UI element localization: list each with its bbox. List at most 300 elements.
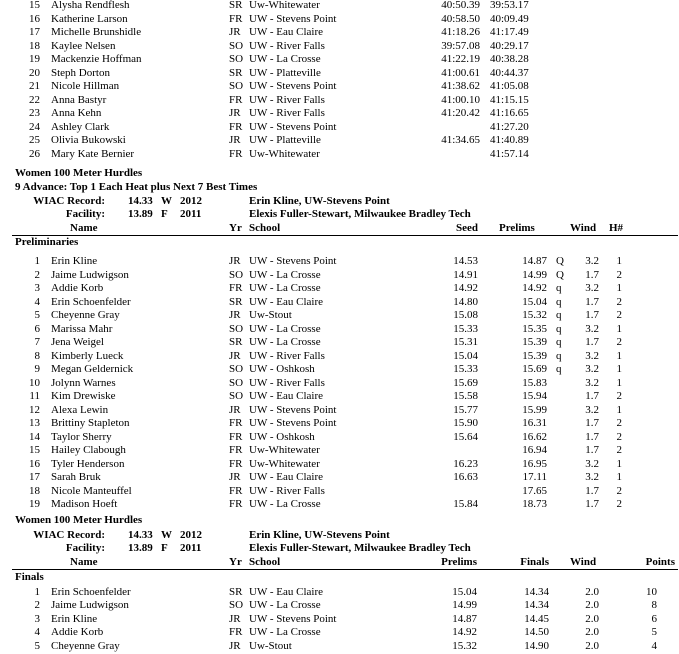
place: 20 bbox=[29, 66, 40, 79]
seed-time: 41:38.62 bbox=[441, 80, 480, 92]
seed-time: 14.92 bbox=[453, 282, 478, 294]
section-text: Finals bbox=[15, 571, 44, 583]
prelims-time: 14.92 bbox=[452, 626, 477, 638]
result-row bbox=[0, 94, 679, 108]
place: 18 bbox=[29, 484, 40, 497]
header-finals: Finals bbox=[520, 555, 549, 568]
finals-time: 14.50 bbox=[524, 626, 549, 638]
school: UW - River Falls bbox=[249, 376, 325, 389]
heat-number: 1 bbox=[616, 349, 622, 362]
year: SR bbox=[229, 295, 243, 308]
prelims-time: 15.39 bbox=[522, 336, 547, 348]
finals-time: 14.45 bbox=[524, 612, 549, 625]
year: SO bbox=[229, 599, 244, 611]
result-row bbox=[0, 377, 679, 391]
header-prelims: Prelims bbox=[499, 221, 535, 234]
facility-year: 2011 bbox=[180, 542, 202, 554]
facility-label: Facility: bbox=[65, 208, 105, 220]
column-headers bbox=[0, 556, 679, 570]
school: UW - La Crosse bbox=[249, 498, 321, 510]
wind: 3.2 bbox=[585, 471, 599, 483]
place: 7 bbox=[34, 336, 40, 348]
facility-year: 2011 bbox=[180, 208, 202, 220]
finals-time: 41:27.20 bbox=[490, 120, 529, 133]
wind: 1.7 bbox=[585, 430, 599, 443]
result-row bbox=[0, 485, 679, 499]
record-row bbox=[0, 529, 679, 543]
seed-time: 15.04 bbox=[453, 349, 478, 362]
seed-time: 14.53 bbox=[453, 255, 478, 267]
athlete-name: Katherine Larson bbox=[51, 12, 128, 25]
qualifier-mark: q bbox=[556, 322, 562, 335]
school: UW - Stevens Point bbox=[249, 255, 337, 267]
heat-number: 2 bbox=[616, 309, 622, 321]
heat-number: 2 bbox=[616, 268, 622, 281]
athlete-name: Addie Korb bbox=[51, 626, 104, 638]
seed-time: 15.31 bbox=[453, 336, 478, 348]
athlete-name: Alysha Rendflesh bbox=[51, 0, 130, 11]
year: FR bbox=[229, 430, 243, 443]
wind: 1.7 bbox=[585, 498, 599, 510]
wind: 2.0 bbox=[585, 612, 599, 625]
athlete-name: Cheyenne Gray bbox=[51, 309, 120, 321]
school: UW - La Crosse bbox=[249, 322, 321, 335]
wind: 3.2 bbox=[585, 457, 599, 470]
year: SR bbox=[229, 66, 243, 79]
athlete-name: Nicole Manteuffel bbox=[51, 484, 132, 497]
divider-line bbox=[12, 569, 678, 570]
column-headers bbox=[0, 222, 679, 236]
finals-time: 40:29.17 bbox=[490, 39, 529, 52]
athlete-name: Hailey Clabough bbox=[51, 444, 126, 456]
result-row bbox=[0, 282, 679, 296]
prelims-time: 17.11 bbox=[522, 471, 547, 483]
athlete-name: Mary Kate Bernier bbox=[51, 147, 135, 160]
year: JR bbox=[229, 639, 241, 652]
athlete-name: Erin Schoenfelder bbox=[51, 585, 131, 598]
school: UW - Eau Claire bbox=[249, 390, 324, 402]
event-title-text: Women 100 Meter Hurdles bbox=[15, 514, 143, 526]
facility-mark: 13.89 bbox=[128, 208, 153, 220]
prelims-time: 15.99 bbox=[522, 403, 547, 416]
advance-rule bbox=[0, 181, 679, 195]
result-row bbox=[0, 67, 679, 81]
athlete-name: Taylor Sherry bbox=[51, 430, 112, 443]
result-row bbox=[0, 626, 679, 640]
year: JR bbox=[229, 134, 241, 146]
record-holder: Erin Kline, UW-Stevens Point bbox=[249, 528, 390, 541]
result-row bbox=[0, 363, 679, 377]
event-title bbox=[0, 514, 679, 528]
prelims-time: 15.94 bbox=[522, 390, 547, 402]
record-label: WIAC Record: bbox=[33, 528, 105, 541]
prelims-time: 15.04 bbox=[452, 585, 477, 598]
qualifier-mark: q bbox=[556, 336, 562, 348]
advance-text: 9 Advance: Top 1 Each Heat plus Next 7 Best Times bbox=[15, 181, 258, 193]
athlete-name: Addie Korb bbox=[51, 282, 104, 294]
header-wind: Wind bbox=[570, 555, 597, 568]
athlete-name: Jaime Ludwigson bbox=[51, 599, 129, 611]
school: UW - Oshkosh bbox=[249, 363, 315, 375]
school: UW - Stevens Point bbox=[249, 80, 337, 92]
school: UW - Eau Claire bbox=[249, 26, 324, 38]
year: JR bbox=[229, 612, 241, 625]
school: UW - Platteville bbox=[249, 134, 321, 146]
header-points: Points bbox=[645, 555, 675, 568]
heat-number: 1 bbox=[616, 282, 622, 294]
qualifier-mark: q bbox=[556, 282, 562, 294]
finals-time: 41:16.65 bbox=[490, 107, 529, 119]
school: Uw-Stout bbox=[249, 639, 292, 652]
prelims-time: 14.99 bbox=[522, 268, 547, 281]
year: JR bbox=[229, 349, 241, 362]
seed-time: 15.77 bbox=[453, 403, 478, 416]
seed-time: 15.33 bbox=[453, 363, 478, 375]
school: UW - River Falls bbox=[249, 93, 325, 106]
school: UW - La Crosse bbox=[249, 599, 321, 611]
points: 8 bbox=[651, 599, 657, 611]
place: 10 bbox=[29, 376, 40, 389]
seed-time: 40:50.39 bbox=[441, 0, 480, 11]
athlete-name: Anna Bastyr bbox=[51, 93, 107, 106]
prelims-time: 14.87 bbox=[522, 255, 547, 267]
heat-number: 2 bbox=[616, 498, 622, 510]
seed-time: 41:20.42 bbox=[441, 107, 480, 119]
seed-time: 15.58 bbox=[453, 390, 478, 402]
record-year: 2012 bbox=[180, 528, 202, 541]
header-name: Name bbox=[70, 555, 98, 568]
facility-holder: Elexis Fuller-Stewart, Milwaukee Bradley Tech bbox=[249, 542, 471, 554]
athlete-name: Cheyenne Gray bbox=[51, 639, 120, 652]
prelims-time: 18.73 bbox=[522, 498, 547, 510]
prelims-time: 17.65 bbox=[522, 484, 547, 497]
place: 9 bbox=[34, 363, 40, 375]
school: Uw-Whitewater bbox=[249, 0, 320, 11]
athlete-name: Marissa Mahr bbox=[51, 322, 113, 335]
year: SO bbox=[229, 376, 244, 389]
year: FR bbox=[229, 444, 243, 456]
heat-number: 1 bbox=[616, 322, 622, 335]
facility-row bbox=[0, 542, 679, 556]
prelims-time: 14.99 bbox=[452, 599, 477, 611]
facility-label: Facility: bbox=[65, 542, 105, 554]
school: UW - Eau Claire bbox=[249, 585, 324, 598]
athlete-name: Steph Dorton bbox=[51, 66, 110, 79]
result-row bbox=[0, 269, 679, 283]
seed-time: 16.63 bbox=[453, 471, 478, 483]
wind: 1.7 bbox=[585, 444, 599, 456]
wind: 1.7 bbox=[585, 390, 599, 402]
seed-time: 41:34.65 bbox=[441, 134, 480, 146]
place: 15 bbox=[29, 0, 40, 11]
facility-code: F bbox=[161, 208, 168, 220]
result-row bbox=[0, 350, 679, 364]
record-label: WIAC Record: bbox=[33, 194, 105, 207]
place: 1 bbox=[34, 255, 40, 267]
section-label bbox=[0, 571, 679, 585]
result-row bbox=[0, 599, 679, 613]
result-row bbox=[0, 121, 679, 135]
year: FR bbox=[229, 12, 243, 25]
year: SO bbox=[229, 363, 244, 375]
school: UW - Platteville bbox=[249, 66, 321, 79]
year: JR bbox=[229, 403, 241, 416]
athlete-name: Ashley Clark bbox=[51, 120, 110, 133]
result-row bbox=[0, 444, 679, 458]
heat-number: 2 bbox=[616, 430, 622, 443]
header-school: School bbox=[249, 555, 281, 568]
prelims-time: 15.39 bbox=[522, 349, 547, 362]
place: 3 bbox=[34, 282, 40, 294]
seed-time: 15.33 bbox=[453, 322, 478, 335]
qualifier-mark: Q bbox=[556, 255, 564, 267]
heat-number: 2 bbox=[616, 295, 622, 308]
finals-time: 14.34 bbox=[524, 585, 549, 598]
wind: 1.7 bbox=[585, 268, 599, 281]
school: UW - Eau Claire bbox=[249, 295, 324, 308]
athlete-name: Madison Hoeft bbox=[51, 498, 118, 510]
athlete-name: Kim Drewiske bbox=[51, 390, 116, 402]
result-row bbox=[0, 309, 679, 323]
result-row bbox=[0, 80, 679, 94]
prelims-time: 15.32 bbox=[452, 639, 477, 652]
school: UW - River Falls bbox=[249, 39, 325, 52]
wind: 2.0 bbox=[585, 639, 599, 652]
header-school: School bbox=[249, 221, 281, 234]
athlete-name: Nicole Hillman bbox=[51, 80, 120, 92]
finals-time: 40:09.49 bbox=[490, 12, 529, 25]
header-yr: Yr bbox=[229, 221, 242, 234]
school: UW - La Crosse bbox=[249, 53, 321, 65]
result-row bbox=[0, 107, 679, 121]
place: 3 bbox=[34, 612, 40, 625]
qualifier-mark: q bbox=[556, 295, 562, 308]
school: UW - La Crosse bbox=[249, 336, 321, 348]
place: 19 bbox=[29, 498, 40, 510]
wind: 1.7 bbox=[585, 417, 599, 429]
wind: 3.2 bbox=[585, 282, 599, 294]
year: SR bbox=[229, 0, 243, 11]
year: JR bbox=[229, 107, 241, 119]
finals-time: 41:05.08 bbox=[490, 80, 529, 92]
qualifier-mark: q bbox=[556, 309, 562, 321]
school: UW - Oshkosh bbox=[249, 430, 315, 443]
school: UW - River Falls bbox=[249, 349, 325, 362]
finals-time: 41:17.49 bbox=[490, 26, 529, 38]
header-wind: Wind bbox=[570, 221, 597, 234]
prelims-time: 16.95 bbox=[522, 457, 547, 470]
finals-time: 40:44.37 bbox=[490, 66, 529, 79]
year: JR bbox=[229, 26, 241, 38]
facility-code: F bbox=[161, 542, 168, 554]
year: FR bbox=[229, 147, 243, 160]
result-row bbox=[0, 0, 679, 13]
record-holder: Erin Kline, UW-Stevens Point bbox=[249, 194, 390, 207]
athlete-name: Olivia Bukowski bbox=[51, 134, 126, 146]
place: 8 bbox=[34, 349, 40, 362]
school: UW - Stevens Point bbox=[249, 417, 337, 429]
section-text: Preliminaries bbox=[15, 236, 79, 248]
finals-time: 14.34 bbox=[524, 599, 549, 611]
year: FR bbox=[229, 498, 243, 510]
place: 25 bbox=[29, 134, 40, 146]
place: 13 bbox=[29, 417, 40, 429]
finals-time: 14.90 bbox=[524, 639, 549, 652]
wind: 3.2 bbox=[585, 255, 599, 267]
heat-number: 1 bbox=[616, 363, 622, 375]
result-row bbox=[0, 255, 679, 269]
school: UW - River Falls bbox=[249, 107, 325, 119]
year: SO bbox=[229, 322, 244, 335]
wind: 1.7 bbox=[585, 484, 599, 497]
place: 1 bbox=[34, 585, 40, 598]
athlete-name: Tyler Henderson bbox=[51, 457, 125, 470]
seed-time: 41:22.19 bbox=[441, 53, 480, 65]
qualifier-mark: q bbox=[556, 363, 562, 375]
place: 22 bbox=[29, 93, 40, 106]
wind: 2.0 bbox=[585, 626, 599, 638]
year: SO bbox=[229, 390, 244, 402]
record-code: W bbox=[161, 194, 172, 207]
finals-time: 41:40.89 bbox=[490, 134, 529, 146]
athlete-name: Alexa Lewin bbox=[51, 403, 109, 416]
year: SO bbox=[229, 268, 244, 281]
points: 5 bbox=[651, 626, 657, 638]
record-row bbox=[0, 195, 679, 209]
wind: 1.7 bbox=[585, 336, 599, 348]
athlete-name: Jena Weigel bbox=[51, 336, 104, 348]
seed-time: 41:18.26 bbox=[441, 26, 480, 38]
qualifier-mark: Q bbox=[556, 268, 564, 281]
heat-number: 2 bbox=[616, 417, 622, 429]
place: 11 bbox=[29, 390, 40, 402]
athlete-name: Brittiny Stapleton bbox=[51, 417, 130, 429]
place: 16 bbox=[29, 457, 40, 470]
place: 6 bbox=[34, 322, 40, 335]
wind: 3.2 bbox=[585, 403, 599, 416]
school: Uw-Stout bbox=[249, 309, 292, 321]
school: UW - La Crosse bbox=[249, 626, 321, 638]
seed-time: 41:00.61 bbox=[441, 66, 480, 79]
place: 16 bbox=[29, 12, 40, 25]
school: UW - River Falls bbox=[249, 484, 325, 497]
wind: 2.0 bbox=[585, 585, 599, 598]
section-label bbox=[0, 236, 679, 250]
prelims-time: 16.62 bbox=[522, 430, 547, 443]
heat-number: 1 bbox=[616, 457, 622, 470]
prelims-time: 15.69 bbox=[522, 363, 547, 375]
result-row bbox=[0, 26, 679, 40]
year: SR bbox=[229, 585, 243, 598]
qualifier-mark: q bbox=[556, 349, 562, 362]
prelims-time: 16.31 bbox=[522, 417, 547, 429]
place: 4 bbox=[34, 626, 40, 638]
result-row bbox=[0, 417, 679, 431]
facility-holder: Elexis Fuller-Stewart, Milwaukee Bradley Tech bbox=[249, 208, 471, 220]
school: Uw-Whitewater bbox=[249, 147, 320, 160]
seed-time: 15.84 bbox=[453, 498, 478, 510]
record-code: W bbox=[161, 528, 172, 541]
header-heat: H# bbox=[609, 221, 624, 234]
seed-time: 16.23 bbox=[453, 457, 478, 470]
result-row bbox=[0, 323, 679, 337]
year: SR bbox=[229, 336, 243, 348]
year: FR bbox=[229, 626, 243, 638]
wind: 3.2 bbox=[585, 349, 599, 362]
place: 18 bbox=[29, 39, 40, 52]
heat-number: 1 bbox=[616, 255, 622, 267]
athlete-name: Erin Kline bbox=[51, 255, 98, 267]
place: 23 bbox=[29, 107, 40, 119]
record-mark: 14.33 bbox=[128, 528, 153, 541]
result-row bbox=[0, 134, 679, 148]
school: UW - La Crosse bbox=[249, 282, 321, 294]
seed-time: 15.90 bbox=[453, 417, 478, 429]
wind: 3.2 bbox=[585, 363, 599, 375]
header-prelims: Prelims bbox=[441, 555, 477, 568]
place: 19 bbox=[29, 53, 40, 65]
place: 24 bbox=[29, 120, 40, 133]
result-row bbox=[0, 40, 679, 54]
heat-number: 2 bbox=[616, 390, 622, 402]
points: 6 bbox=[651, 612, 657, 625]
school: Uw-Whitewater bbox=[249, 457, 320, 470]
school: Uw-Whitewater bbox=[249, 444, 320, 456]
wind: 1.7 bbox=[585, 309, 599, 321]
wind: 2.0 bbox=[585, 599, 599, 611]
wind: 3.2 bbox=[585, 322, 599, 335]
place: 15 bbox=[29, 444, 40, 456]
header-seed: Seed bbox=[456, 221, 478, 234]
seed-time: 15.08 bbox=[453, 309, 478, 321]
result-row bbox=[0, 471, 679, 485]
athlete-name: Erin Kline bbox=[51, 612, 98, 625]
record-mark: 14.33 bbox=[128, 194, 153, 207]
result-row bbox=[0, 13, 679, 27]
athlete-name: Megan Geldernick bbox=[51, 363, 134, 375]
seed-time: 39:57.08 bbox=[441, 39, 480, 52]
year: SO bbox=[229, 53, 244, 65]
place: 5 bbox=[34, 309, 40, 321]
athlete-name: Michelle Brunshidle bbox=[51, 26, 142, 38]
year: FR bbox=[229, 484, 243, 497]
year: FR bbox=[229, 93, 243, 106]
place: 17 bbox=[29, 471, 40, 483]
result-row bbox=[0, 640, 679, 654]
points: 4 bbox=[651, 639, 657, 652]
year: FR bbox=[229, 282, 243, 294]
result-row bbox=[0, 431, 679, 445]
result-row bbox=[0, 53, 679, 67]
seed-time: 40:58.50 bbox=[441, 12, 480, 25]
heat-number: 1 bbox=[616, 403, 622, 416]
facility-row bbox=[0, 208, 679, 222]
finals-time: 39:53.17 bbox=[490, 0, 529, 11]
place: 12 bbox=[29, 403, 40, 416]
place: 14 bbox=[29, 430, 40, 443]
year: JR bbox=[229, 255, 241, 267]
heat-number: 2 bbox=[616, 484, 622, 497]
athlete-name: Kimberly Lueck bbox=[51, 349, 124, 362]
athlete-name: Anna Kehn bbox=[51, 107, 102, 119]
event-title-text: Women 100 Meter Hurdles bbox=[15, 167, 143, 179]
year: SO bbox=[229, 80, 244, 92]
record-year: 2012 bbox=[180, 194, 202, 207]
year: JR bbox=[229, 309, 241, 321]
prelims-time: 15.04 bbox=[522, 295, 547, 308]
place: 5 bbox=[34, 639, 40, 652]
seed-time: 14.91 bbox=[453, 268, 478, 281]
